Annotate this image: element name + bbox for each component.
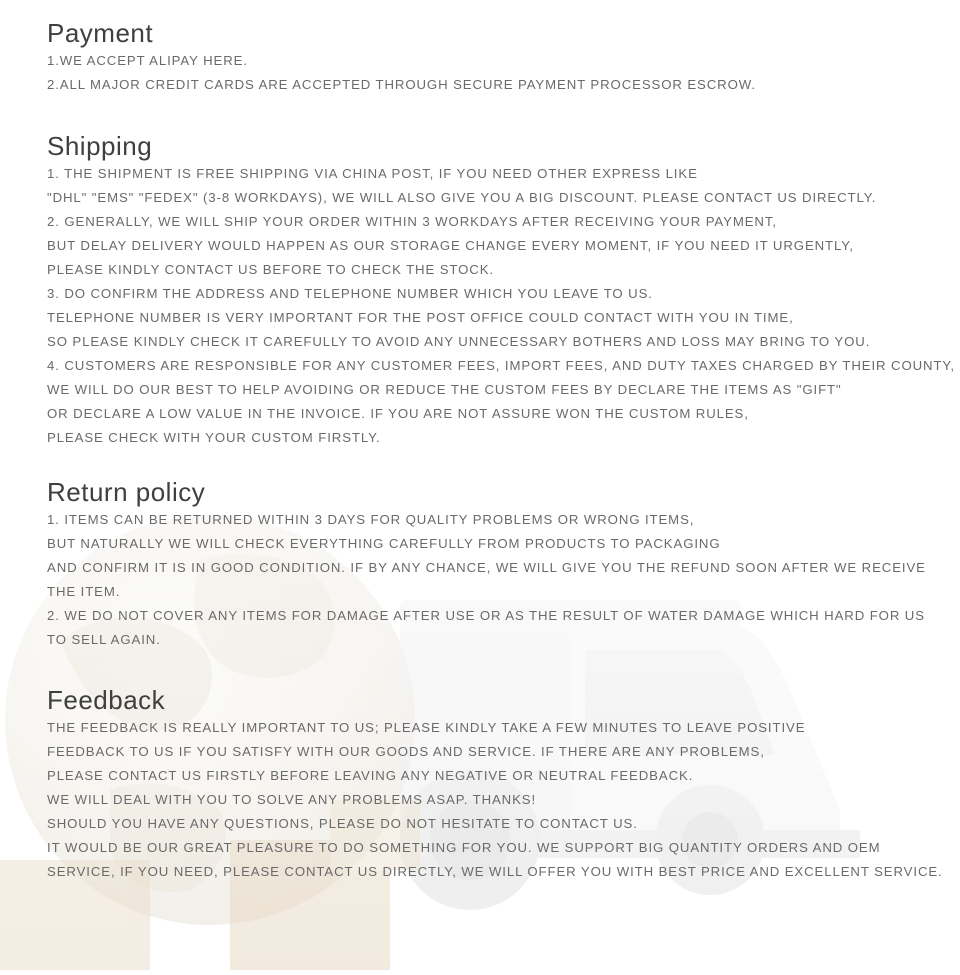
text-line: OR DECLARE A LOW VALUE IN THE INVOICE. IF YOU ARE NOT ASSURE WON THE CUSTOM RULES,: [47, 406, 749, 421]
text-line: SO PLEASE KINDLY CHECK IT CAREFULLY TO AVOID ANY UNNECESSARY BOTHERS AND LOSS MAY BRING TO YOU.: [47, 334, 871, 349]
text-line: SHOULD YOU HAVE ANY QUESTIONS, PLEASE DO NOT HESITATE TO CONTACT US.: [47, 816, 638, 831]
text-line: 2.ALL MAJOR CREDIT CARDS ARE ACCEPTED THROUGH SECURE PAYMENT PROCESSOR ESCROW.: [47, 77, 756, 92]
section-payment: [47, 18, 756, 97]
text-line: THE FEEDBACK IS REALLY IMPORTANT TO US; PLEASE KINDLY TAKE A FEW MINUTES TO LEAVE POSITIVE: [47, 720, 806, 735]
text-line: FEEDBACK TO US IF YOU SATISFY WITH OUR GOODS AND SERVICE. IF THERE ARE ANY PROBLEMS,: [47, 744, 765, 759]
text-line: WE WILL DO OUR BEST TO HELP AVOIDING OR REDUCE THE CUSTOM FEES BY DECLARE THE ITEMS AS "GIFT": [47, 382, 842, 397]
section-return-policy: [47, 477, 926, 652]
text-line: TELEPHONE NUMBER IS VERY IMPORTANT FOR THE POST OFFICE COULD CONTACT WITH YOU IN TIME,: [47, 310, 794, 325]
text-line: BUT NATURALLY WE WILL CHECK EVERYTHING CAREFULLY FROM PRODUCTS TO PACKAGING: [47, 536, 721, 551]
text-line: SERVICE, IF YOU NEED, PLEASE CONTACT US DIRECTLY, WE WILL OFFER YOU WITH BEST PRICE AND EXCELLENT SERVICE.: [47, 864, 943, 879]
text-line: 2. GENERALLY, WE WILL SHIP YOUR ORDER WITHIN 3 WORKDAYS AFTER RECEIVING YOUR PAYMENT,: [47, 214, 777, 229]
text-line: TO SELL AGAIN.: [47, 632, 161, 647]
text-line: THE ITEM.: [47, 584, 121, 599]
text-line: 1. ITEMS CAN BE RETURNED WITHIN 3 DAYS FOR QUALITY PROBLEMS OR WRONG ITEMS,: [47, 512, 695, 527]
text-line: 3. DO CONFIRM THE ADDRESS AND TELEPHONE NUMBER WHICH YOU LEAVE TO US.: [47, 286, 653, 301]
section-heading: Payment: [47, 18, 154, 48]
text-line: 1. THE SHIPMENT IS FREE SHIPPING VIA CHINA POST, IF YOU NEED OTHER EXPRESS LIKE: [47, 166, 698, 181]
text-line: AND CONFIRM IT IS IN GOOD CONDITION. IF BY ANY CHANCE, WE WILL GIVE YOU THE REFUND SOON AFTER WE RECEIVE: [47, 560, 926, 575]
section-feedback: [47, 685, 943, 884]
text-line: IT WOULD BE OUR GREAT PLEASURE TO DO SOMETHING FOR YOU. WE SUPPORT BIG QUANTITY ORDERS AND OEM: [47, 840, 881, 855]
text-line: 2. WE DO NOT COVER ANY ITEMS FOR DAMAGE AFTER USE OR AS THE RESULT OF WATER DAMAGE WHICH HARD FOR US: [47, 608, 925, 623]
text-line: 4. CUSTOMERS ARE RESPONSIBLE FOR ANY CUSTOMER FEES, IMPORT FEES, AND DUTY TAXES CHARGED BY THEIR COUNTY,: [47, 358, 955, 373]
section-shipping: [47, 131, 955, 450]
text-line: PLEASE KINDLY CONTACT US BEFORE TO CHECK THE STOCK.: [47, 262, 494, 277]
text-line: PLEASE CHECK WITH YOUR CUSTOM FIRSTLY.: [47, 430, 381, 445]
text-line: PLEASE CONTACT US FIRSTLY BEFORE LEAVING ANY NEGATIVE OR NEUTRAL FEEDBACK.: [47, 768, 694, 783]
section-heading: Return policy: [47, 477, 206, 507]
section-heading: Feedback: [47, 685, 166, 715]
text-line: 1.WE ACCEPT ALIPAY HERE.: [47, 53, 248, 68]
text-line: WE WILL DEAL WITH YOU TO SOLVE ANY PROBLEMS ASAP. THANKS!: [47, 792, 537, 807]
text-line: BUT DELAY DELIVERY WOULD HAPPEN AS OUR STORAGE CHANGE EVERY MOMENT, IF YOU NEED IT URGENTLY,: [47, 238, 854, 253]
text-line: "DHL" "EMS" "FEDEX" (3-8 WORKDAYS), WE WILL ALSO GIVE YOU A BIG DISCOUNT. PLEASE CONTACT US DIRECTLY.: [47, 190, 877, 205]
section-heading: Shipping: [47, 131, 153, 161]
